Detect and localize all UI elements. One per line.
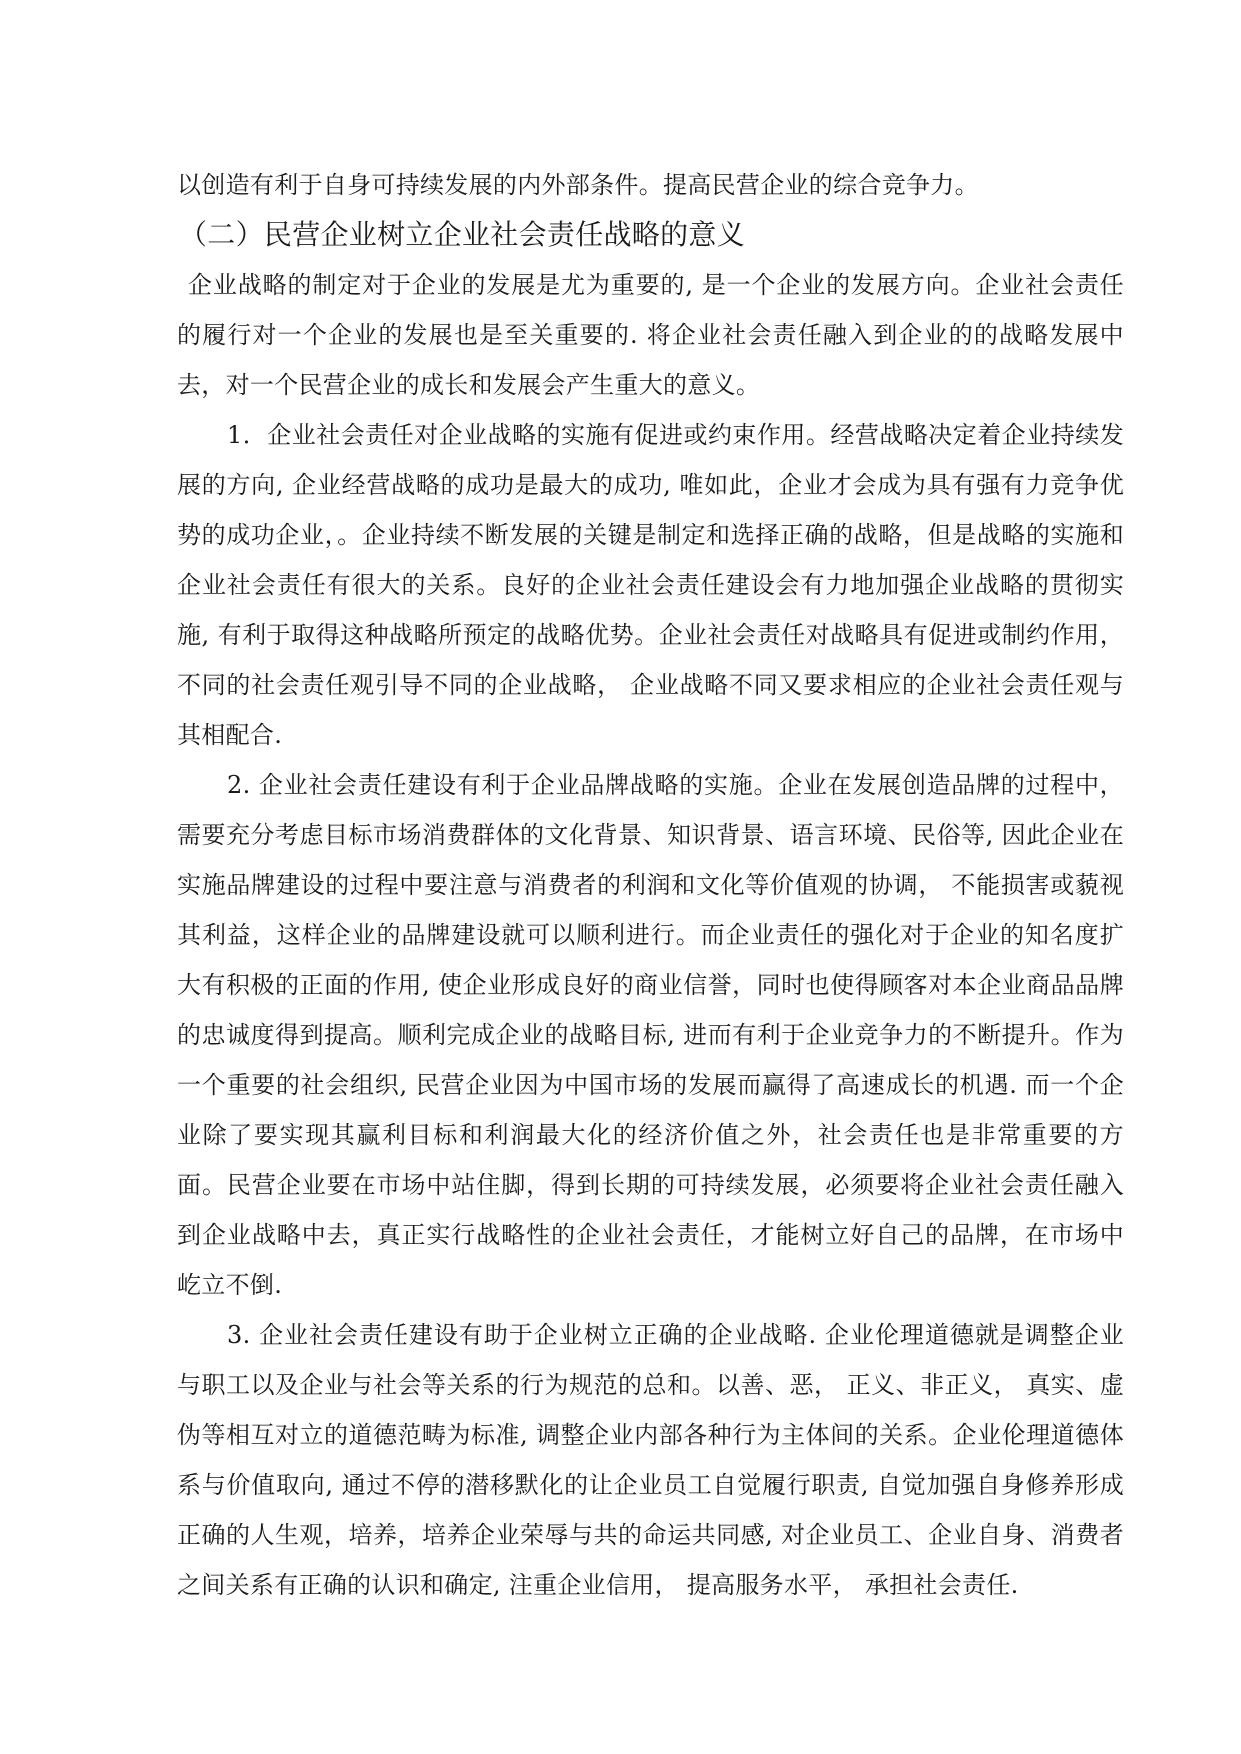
point-3-paragraph: 3. 企业社会责任建设有助于企业树立正确的企业战略. 企业伦理道德就是调整企业与职工以及企业与社会等关系的行为规范的总和。以善、恶， 正义、非正义， 真实、虚伪等相互对立的道德范畴为标准, 调整企业内部各种行为主体间的关系。企业伦理道德体系与价值取向, 通过不停的潜移默化的让企业员工自觉履行职责, 自觉加强自身修养形成正确的人生观，培养，培养企业荣辱与共的命运共同感, 对企业员工、企业自身、消费者之间关系有正确的认识和确定, 注重企业信用， 提高服务水平， 承担社会责任.: [177, 1321, 1124, 1599]
point-1-paragraph: 1．企业社会责任对企业战略的实施有促进或约束作用。经营战略决定着企业持续发展的方向, 企业经营战略的成功是最大的成功, 唯如此，企业才会成为具有强有力竞争优势的成功企业，。企业持续不断发展的关键是制定和选择正确的战略，但是战略的实施和企业社会责任有很大的关系。良好的企业社会责任建设会有力地加强企业战略的贯彻实施, 有利于取得这种战略所预定的战略优势。企业社会责任对战略具有促进或制约作用， 不同的社会责任观引导不同的企业战略， 企业战略不同又要求相应的企业社会责任观与其相配合.: [177, 421, 1124, 749]
section-heading: （二）民营企业树立企业社会责任战略的意义: [179, 218, 746, 251]
point-2-paragraph: 2. 企业社会责任建设有利于企业品牌战略的实施。企业在发展创造品牌的过程中，需要充分考虑目标市场消费群体的文化背景、知识背景、语言环境、民俗等, 因此企业在实施品牌建设的过程中要注意与消费者的利润和文化等价值观的协调， 不能损害或藐视其利益，这样企业的品牌建设就可以顺利进行。而企业责任的强化对于企业的知名度扩大有积极的正面的作用, 使企业形成良好的商业信誉，同时也使得顾客对本企业商品品牌的忠诚度得到提高。顺利完成企业的战略目标, 进而有利于企业竞争力的不断提升。作为一个重要的社会组织, 民营企业因为中国市场的发展而赢得了高速成长的机遇. 而一个企业除了要实现其赢利目标和利润最大化的经济价值之外，社会责任也是非常重要的方面。民营企业要在市场中站住脚，得到长期的可持续发展，必须要将企业社会责任融入到企业战略中去，真正实行战略性的企业社会责任，才能树立好自己的品牌，在市场中屹立不倒.: [177, 771, 1124, 1299]
intro-paragraph: 企业战略的制定对于企业的发展是尤为重要的, 是一个企业的发展方向。企业社会责任的履行对一个企业的发展也是至关重要的. 将企业社会责任融入到企业的的战略发展中去，对一个民营企业的成长和发展会产生重大的意义。: [177, 271, 1124, 399]
document-body: [177, 160, 1124, 1610]
continuation-paragraph: 以创造有利于自身可持续发展的内外部条件。提高民营企业的综合竞争力。: [177, 171, 979, 199]
